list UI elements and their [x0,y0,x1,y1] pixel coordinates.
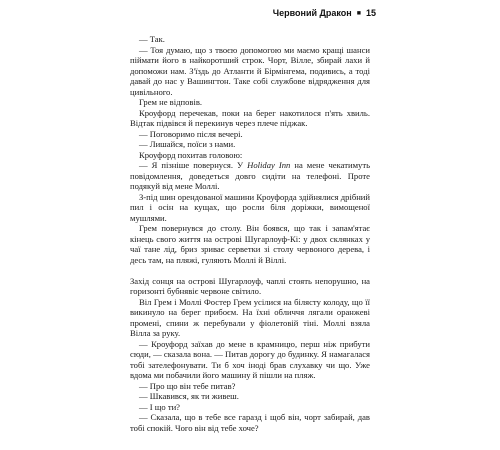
paragraph: — Тоя думаю, що з твоєю допомогою ми маємо кращі шанси піймати його в найкоротший строк. Чорт, Вілле, збирай лахи й допоможи нам. З'їздь до Атланти й Бірмінгема, подивись, а тоді давай до нас у Вашингтон. Таке собі службове відрядження для цивільного. [130,44,370,97]
section-start-paragraph: Захід сонця на острові Шугарлоуф, чаплі стоять непорушно, на горизонті бубнявіє червоне світило. [130,275,370,296]
paragraph: З-під шин орендованої машини Кроуфорда здійнялися дрібний пил і осін на кущах, що росли біля доріжки, вимощеної мушлями. [130,191,370,223]
paragraph: Кроуфорд похитав головою: [139,149,243,160]
paragraph: Кроуфорд перечекав, поки на берег накотилося п'ять хвиль. Відтак підвівся й перекинув через плече піджак. [130,107,370,128]
paragraph: Віл Грем і Моллі Фостер Грем усілися на білясту колоду, що її викинуло на берег прибоєм. На їхні обличчя лягали оранжеві промені, спини ж перебували у фіолетовій тіні. Моллі взяла Вілла за руку. [130,296,370,338]
body-text [130,34,370,433]
paragraph: — Шкавився, як ти живеш. [139,391,239,401]
paragraph: — Поговоримо після вечері. [139,128,243,139]
paragraph: — Так. [139,34,165,44]
running-head [273,8,376,18]
paragraph: — Кроуфорд заїхав до мене в крамницю, перш ніж прибути сюди, — сказала вона. — Питав дорогу до будинку. Я намагалася тобі зателефонувати. Ти б хоч іноді брав слухавку чи що. Уже вдома ми побачили його машину й пішли на пляж. [130,338,370,380]
page-number: 15 [365,8,376,18]
header-separator: ■ [356,9,361,17]
paragraph: Грем повернувся до столу. Він боявся, що так і запам'ятає кінець свого життя на острові Шугарлоуф-Кі: у двох склянках у чаї тане лід, бриз зриває серветки зі столу червоного дерева, і десь там, на пляжі, гуляють Моллі й Віллі. [130,223,370,265]
paragraph: — Сказала, що в тебе все гаразд і щоб він, чорт забирай, дав тобі спокій. Чого він від тебе хоче? [130,412,370,433]
paragraph-with-italic: — Я пізніше повернуся. У Holiday Inn на мене чекатимуть повідомлення, доведеться довго сидіти на телефоні. Проте подякуй від мене Моллі. [130,160,371,191]
paragraph: — Лишайся, поїси з нами. [139,139,236,149]
paragraph: — І що ти? [139,401,180,412]
paragraph: Грем не відповів. [139,97,203,107]
paragraph: — Про що він тебе питав? [139,380,236,391]
italic-phrase: Holiday Inn [247,160,291,170]
book-title: Червоний Дракон [272,8,352,18]
